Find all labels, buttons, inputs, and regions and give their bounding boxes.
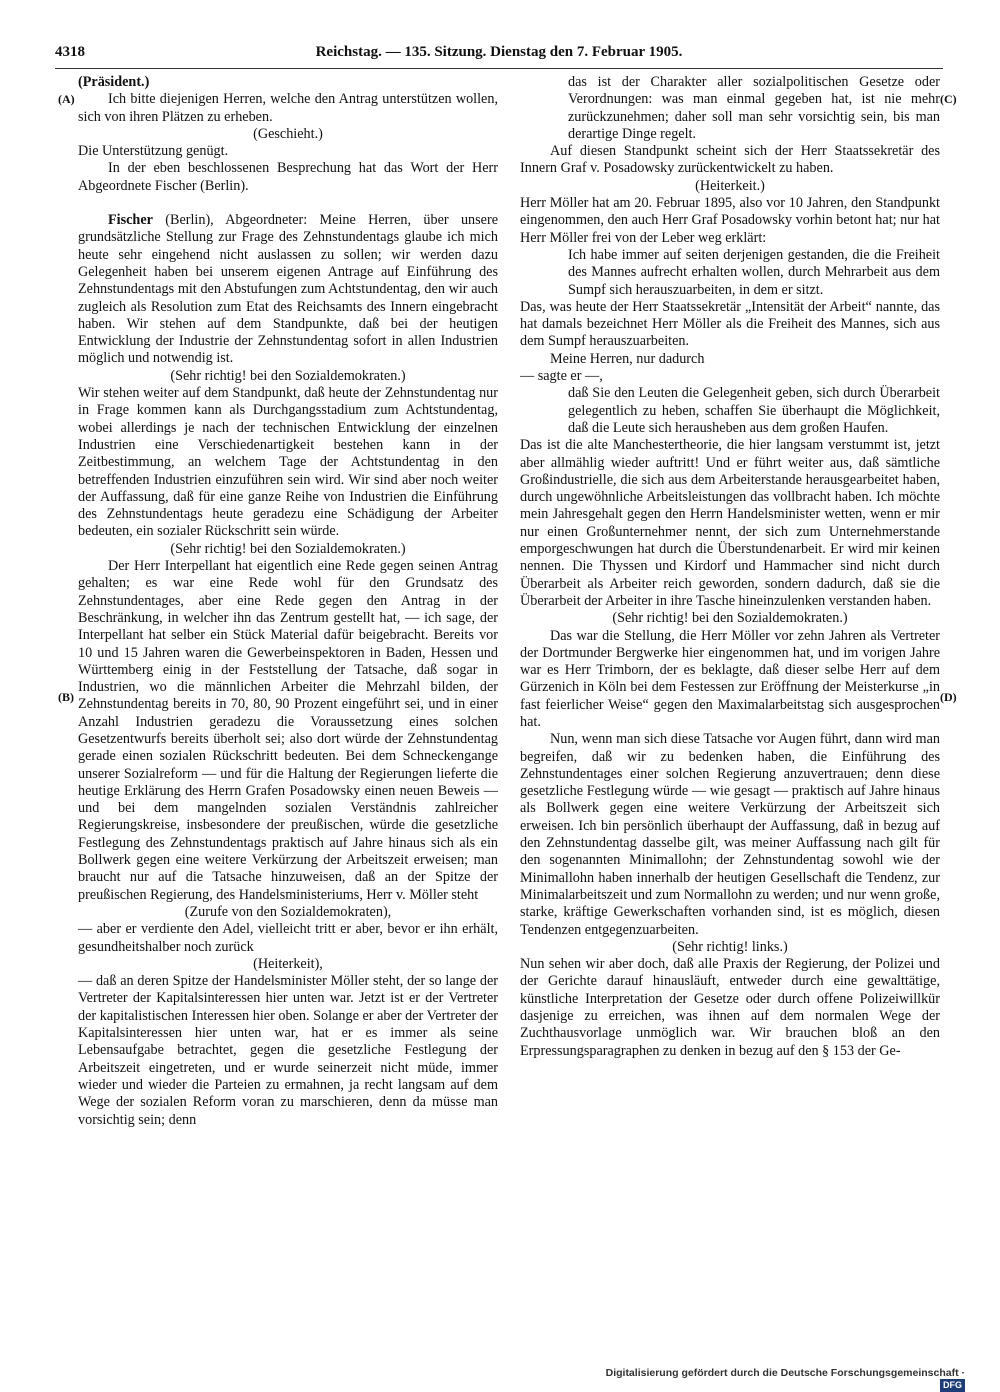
paragraph: Die Unterstützung genügt.: [78, 143, 229, 160]
paragraph: Meine Herren, nur dadurch: [550, 350, 705, 367]
paragraph: Das war die Stellung, die Herr Möller vor zehn Jahren als Vertreter der Dortmunder Bergwerke hier eingenommen hat, und im vorigen Jahre war es Herr Trimborn, der es beklagte, daß dieser selbe Herr auf dem Gürzenich in Köln bei dem Festessen zur Eröffnung der Meisterkurse „in fast feierlicher Weise“ gegen den Maximalarbeitstag sich ausgesprochen hat.: [520, 627, 940, 730]
interjection: (Sehr richtig! bei den Sozialdemokraten.): [612, 610, 848, 627]
paragraph: Das, was heute der Herr Staatssekretär „Intensität der Arbeit“ nannte, das hat damals bezeichnet Herr Möller als die Freiheit des Mannes, sich aus dem Sumpf herauszuarbeiten.: [520, 298, 940, 350]
margin-marker-d: (D): [940, 690, 957, 704]
paragraph: [78, 212, 498, 368]
interjection: (Sehr richtig! bei den Sozialdemokraten.): [170, 540, 406, 557]
interjection: (Zurufe von den Sozialdemokraten),: [184, 903, 392, 920]
page-header: [55, 44, 943, 69]
paragraph: daß Sie den Leuten die Gelegenheit geben, sich durch Überarbeit gelegentlich zu heben, schaffen Sie überhaupt die Möglichkeit, daß die Leute sich herausheben aus dem großen Haufen.: [568, 385, 940, 436]
paragraph: Nun sehen wir aber doch, daß alle Praxis der Regierung, der Polizei und der Gerichte darauf hinausläuft, entweder durch eine gewalttätige, künstliche Interpretation der Gesetze oder durch offene Polizeiwillkür dasjenige zu erreichen, was ihnen auf dem normalen Wege der Zuchthausvorlage unmöglich war. Wir brauchen bloß an den Erpressungsparagraphen zu denken in bezug auf den § 153 der Ge-: [520, 956, 940, 1059]
speech-text: (Berlin), Abgeordneter: Meine Herren, über unsere grundsätzliche Stellung zur Frage des Zehnstundentags glaube ich mich heute sehr eingehend nicht auslassen zu sollen; wir werden dazu Gelegenheit haben bei unserem eigenen Antrage auf Einführung des Zehnstundentags mit den Abstufungen zum Achtstundentag, den wir auch zugleich als Resolution zum Etat des Reichsamts des Innern eingebracht haben. Wir stehen auf dem Standpunkte, daß bei der heutigen Entwicklung der Industrie der Zehnstundentag sofort in allen Industrien möglich und notwendig ist.: [78, 212, 498, 367]
paragraph: (Präsident.): [78, 74, 150, 90]
interjection: (Sehr richtig! bei den Sozialdemokraten.): [170, 367, 406, 384]
page-number: 4318: [55, 44, 85, 60]
interjection: (Geschieht.): [253, 125, 323, 142]
dfg-logo: DFG: [940, 1379, 965, 1392]
right-column: [520, 74, 940, 1060]
interjection: (Heiterkeit),: [253, 955, 323, 972]
paragraph: Wir stehen weiter auf dem Standpunkt, daß heute der Zehnstundentag nur in Frage kommen kann als Durchgangsstadium zum Achtstundentag, wobei allerdings je nach der technischen Entwicklung der einzelnen Industrien eine Verschiedenartigkeit bestehen kann in der Zeitbestimmung, an welchem Tage der Achtstundentag in den betreffenden Industrien einzuführen sein wird. Wir sind aber noch weiter der Auffassung, daß für eine ganze Reihe von Industrien die Einführung des Zehnstundentags heute geradezu eine Schädigung der Arbeiter bedeuten, ein sozialer Rückschritt sein würde.: [78, 385, 498, 540]
interjection: (Sehr richtig! links.): [672, 938, 788, 955]
margin-marker-a: (A): [58, 92, 75, 106]
paragraph: In der eben beschlossenen Besprechung hat das Wort der Herr Abgeordnete Fischer (Berlin).: [78, 160, 498, 194]
paragraph: Ich bitte diejenigen Herren, welche den Antrag unterstützen wollen, sich von ihren Plätzen zu erheben.: [78, 91, 498, 125]
interjection: (Heiterkeit.): [695, 177, 765, 194]
paragraph: Das ist die alte Manchestertheorie, die hier langsam verstummt ist, jetzt aber allmählig wieder auftritt! Und er führt weiter aus, daß sämtliche Großindustrielle, die sich aus dem Arbeiterstande herausgearbeitet haben, durch ungewöhnliche Arbeitsleistungen das vollbracht haben. Ich möchte mein Jahresgehalt gegen den Herrn Handelsminister wetten, wenn er mir nur einen Großunternehmer nennt, der sich zum Unternehmerstande emporgeschwungen hat durch die Überstundenarbeit. Er wird mir keinen nennen. Die Thyssen und Kirdorf und Hammacher sind nicht durch Überarbeit als Arbeiter reich geworden, sondern dadurch, daß sie die Überarbeit der Arbeiter in ihre Tasche hineinzulenken verstanden haben.: [520, 437, 940, 609]
paragraph: das ist der Charakter aller sozialpolitischen Gesetze oder Verordnungen: was man einmal gegeben hat, ist nie mehr zurückzunehmen; daher soll man sehr vorsichtig sein, bis man derartige Dinge regelt.: [568, 74, 940, 142]
speaker-name: Fischer: [108, 212, 153, 229]
paragraph: Nun, wenn man sich diese Tatsache vor Augen führt, dann wird man begreifen, daß wir zu bedenken haben, die Einführung des Zehnstundentages einer solchen Regierung anzuvertrauen; denn diese gesetzliche Festlegung würde — wie gesagt — praktisch auf Jahre hinaus als Bollwerk gegen eine weitere Verkürzung der Arbeitszeit sich erweisen. Ich bin persönlich überhaupt der Auffassung, daß in bezug auf den Zehnstundentag dasselbe gilt, was meiner Auffassung nach gilt für den sogenannten Minimallohn; der Zehnstundentag sowohl wie der Minimallohn haben innerhalb der heutigen Gesellschaft die Tendenz, zur Minimalarbeitszeit und zum Normallohn zu werden; und nur wenn große, starke, kräftige Gewerkschaften vorhanden sind, ist es möglich, diesen Tendenzen entgegenzuarbeiten.: [520, 731, 940, 938]
paragraph: Herr Möller hat am 20. Februar 1895, also vor 10 Jahren, den Standpunkt eingenommen, den auch Herr Graf Posadowsky vorhin betont hat; nur hat Herr Möller frei von der Leber weg erklärt:: [520, 195, 940, 246]
footer-text: Digitalisierung gefördert durch die Deutsche Forschungsgemeinschaft ·: [605, 1367, 965, 1379]
left-column: [78, 74, 498, 1129]
paragraph: Auf diesen Standpunkt scheint sich der Herr Staatssekretär des Innern Graf v. Posadowsky zurückentwickelt zu haben.: [520, 143, 940, 177]
margin-marker-b: (B): [58, 690, 74, 704]
margin-marker-c: (C): [940, 92, 957, 106]
running-title: Reichstag. — 135. Sitzung. Dienstag den 7. Februar 1905.: [315, 44, 683, 60]
paragraph: — aber er verdiente den Adel, vielleicht tritt er aber, bevor er ihn erhält, gesundheitshalber noch zurück: [78, 921, 498, 955]
funding-footer: [585, 1367, 965, 1390]
paragraph: — sagte er —,: [520, 368, 603, 385]
paragraph: Ich habe immer auf seiten derjenigen gestanden, die die Freiheit des Mannes aufrecht erhalten wollen, durch Mehrarbeit aus dem Sumpf sich herauszuarbeiten, in dem er sitzt.: [568, 246, 940, 298]
paragraph: — daß an deren Spitze der Handelsminister Möller steht, der so lange der Vertreter der Kapitalsinteressen hier unten war. Jetzt ist er der Vertreter der kapitalistischen Interessen hier oben. Solange er aber der Vertreter der Kapitalsinteressen hier unten war, hat er es immer als seine Lebensaufgabe betrachtet, gegen die gesetzliche Festlegung der Arbeitszeit eingetreten, und er wurde seinerzeit nicht müde, immer wieder und wieder die Parteien zu ermahnen, ja recht langsam auf dem Wege der sozialen Reform voran zu marschieren, denn da müsse man vorsichtig sein; denn: [78, 973, 498, 1128]
paragraph: Der Herr Interpellant hat eigentlich eine Rede gegen seinen Antrag gehalten; es war eine Rede wohl für den Grundsatz des Zehnstundentages, aber eine Rede gegen den Antrag in der Beschränkung, in welcher ihn das Zentrum gestellt hat, — ich sage, der Interpellant hat selber ein Stück Material dafür beigebracht. Bereits vor 10 und 15 Jahren waren die Gewerbeinspektoren in Baden, Hessen und Württemberg einig in der Feststellung der Tatsache, daß sogar in Industrien, wo die männlichen Arbeiter die Mehrzahl bilden, der Zehnstundentag bereits in 70, 80, 90 Prozent eingeführt sei, und in einer Anzahl Industrien geradezu die Voraussetzung eines solchen Gesetzentwurfs bereits überholt sei; also dort würde der Zehnstundentag gerade einen sozialen Rückschritt bedeuten. Bei dem Schneckengange unserer Sozialreform — und für die Haltung der Regierungen lieferte die heutige Erklärung des Herrn Grafen Posadowsky einen neuen Beweis — und bei dem mangelnden sozialen Verständnis zahlreicher Regierungskreise, insbesondere der preußischen, würde die gesetzliche Festlegung des Zehnstundentags praktisch auf Jahre hinaus sich als ein Bollwerk gegen eine weitere Verkürzung der Arbeitszeit erweisen; man braucht nur auf die Tatsache hinzuweisen, daß an der Spitze der preußischen Regierung, des Handelsministeriums, Herr v. Möller steht: [78, 558, 498, 903]
